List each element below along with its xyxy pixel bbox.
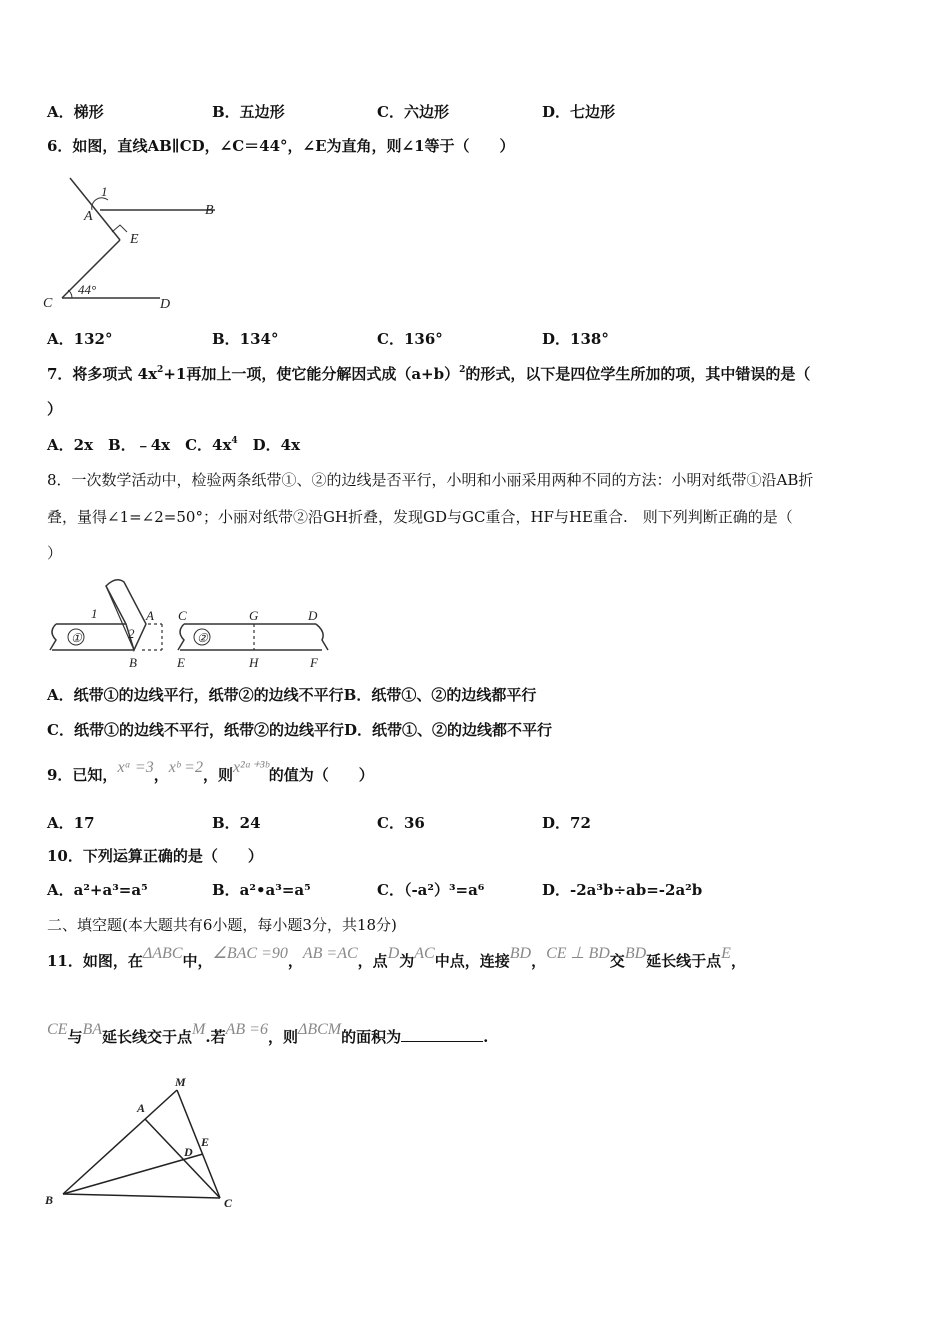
q11-label-e: E bbox=[201, 1135, 210, 1149]
q10-option-d[interactable]: D．-2a³b÷ab=-2a²b bbox=[542, 881, 703, 899]
q8-stem-line3: ） bbox=[47, 544, 63, 562]
q11-answer-blank[interactable] bbox=[401, 1027, 483, 1042]
q10-option-a[interactable]: A．a²+a³=a⁵ bbox=[47, 881, 148, 899]
q8-label-h: H bbox=[249, 655, 259, 670]
q8-label-d: D bbox=[308, 608, 318, 623]
q11-stem-line1: 11．如图，在ΔABC中，∠BAC =90，AB =AC，点D为AC中点，连接BD，CE ⊥ BD交BD延长线于点E， bbox=[47, 945, 746, 970]
q8-label-f: F bbox=[310, 655, 318, 670]
q6-option-d[interactable]: D．138° bbox=[542, 330, 609, 348]
q7-stem-close: ） bbox=[47, 400, 63, 418]
q8-label-2: 2 bbox=[128, 626, 135, 641]
q6-label-d: D bbox=[160, 297, 171, 312]
q9-stem: 9．已知，xᵃ =3，xᵇ =2，则x²ᵃ⁺³ᵇ的值为（ ） bbox=[47, 759, 374, 784]
q8-label-1: 1 bbox=[91, 606, 98, 621]
q8-label-c: C bbox=[178, 608, 187, 623]
q8-label-a: A bbox=[146, 608, 154, 623]
q8-options-cd[interactable]: C．纸带①的边线不平行，纸带②的边线平行D．纸带①、②的边线都不平行 bbox=[47, 721, 552, 739]
q8-label-b: B bbox=[129, 655, 137, 670]
q6-stem: 6．如图，直线AB∥CD，∠C＝44°，∠E为直角，则∠1等于（ ） bbox=[47, 137, 515, 155]
q7-stem: 7．将多项式 $4x^2+1$再加上一项，使它能分解因式成$(a+b)^2$的形式，以下是四位学生所加的项，其中错误的是（ bbox=[47, 365, 811, 383]
q9-option-a[interactable]: A．17 bbox=[47, 814, 95, 832]
q8-figure bbox=[44, 574, 334, 674]
q9-expr3: x²ᵃ⁺³ᵇ bbox=[232, 759, 269, 776]
q6-label-angle-c: 44° bbox=[78, 282, 97, 297]
q8-stem-line2: 叠，量得∠1=∠2=50°；小丽对纸带②沿GH折叠，发现GD与GC重合，HF与HE重合. 则下列判断正确的是（ bbox=[47, 508, 793, 526]
q8-strip1-label: ① bbox=[71, 631, 82, 645]
q6-label-a: A bbox=[84, 209, 93, 224]
q8-strip2-label: ② bbox=[197, 631, 208, 645]
q5-option-a[interactable]: A．梯形 bbox=[47, 103, 104, 121]
q6-label-e: E bbox=[130, 232, 139, 247]
q8-stem-line1: 8．一次数学活动中，检验两条纸带①、②的边线是否平行，小明和小丽采用两种不同的方法：小明对纸带①沿AB折 bbox=[47, 471, 814, 489]
q6-option-b[interactable]: B．134° bbox=[212, 330, 279, 348]
q10-option-c[interactable]: C．（-a²）³=a⁶ bbox=[377, 881, 485, 899]
section2-title: 二、填空题(本大题共有6小题，每小题3分，共18分) bbox=[47, 916, 397, 934]
q6-label-b: B bbox=[205, 203, 214, 218]
q6-label-angle1: 1 bbox=[101, 184, 108, 199]
q5-option-c[interactable]: C．六边形 bbox=[377, 103, 449, 121]
q10-stem: 10．下列运算正确的是（ ） bbox=[47, 847, 263, 865]
q11-label-b: B bbox=[45, 1193, 54, 1207]
q8-label-g: G bbox=[249, 608, 259, 623]
q11-label-c: C bbox=[224, 1196, 233, 1210]
q11-label-a: A bbox=[137, 1101, 146, 1115]
q5-option-b[interactable]: B．五边形 bbox=[212, 103, 285, 121]
q7-options[interactable]: A．2x B．﹣4x C．$4x^4$ D．4x bbox=[47, 436, 301, 454]
q11-label-d: D bbox=[184, 1145, 193, 1159]
q9-expr1: xᵃ =3 bbox=[117, 759, 154, 776]
q6-option-c[interactable]: C．136° bbox=[377, 330, 443, 348]
q11-stem-line2: CE与BA延长线交于点M.若AB =6，则ΔBCM的面积为 . bbox=[47, 1021, 489, 1046]
q9-option-c[interactable]: C．36 bbox=[377, 814, 425, 832]
q8-label-e: E bbox=[177, 655, 185, 670]
q10-option-b[interactable]: B．a²•a³=a⁵ bbox=[212, 881, 311, 899]
q9-option-b[interactable]: B．24 bbox=[212, 814, 261, 832]
q9-expr2: xᵇ =2 bbox=[168, 759, 203, 776]
q8-options-ab[interactable]: A．纸带①的边线平行，纸带②的边线不平行B．纸带①、②的边线都平行 bbox=[47, 686, 537, 704]
q6-label-c: C bbox=[43, 296, 53, 311]
q6-option-a[interactable]: A．132° bbox=[47, 330, 113, 348]
q11-label-m: M bbox=[175, 1075, 186, 1089]
q5-option-d[interactable]: D．七边形 bbox=[542, 103, 616, 121]
q9-option-d[interactable]: D．72 bbox=[542, 814, 591, 832]
q11-figure bbox=[40, 1070, 250, 1220]
q6-figure bbox=[40, 170, 230, 315]
